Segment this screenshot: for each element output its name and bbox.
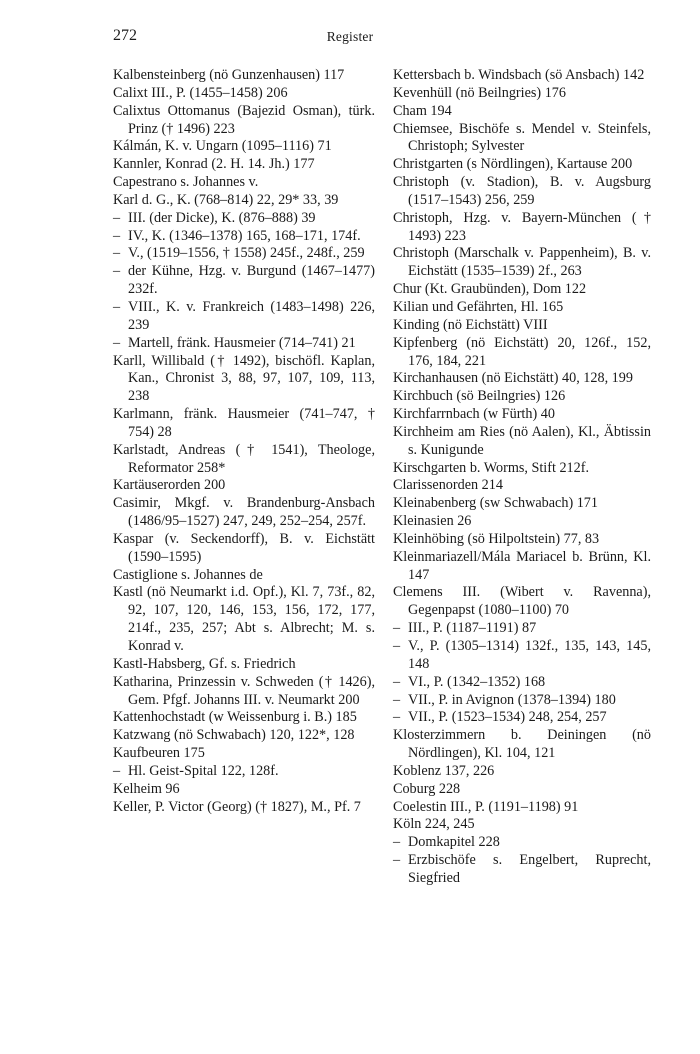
index-entry: Kastl (nö Neumarkt i.d. Opf.), Kl. 7, 73f., 82, 92, 107, 120, 146, 153, 156, 172, 177, 214f., 235, 257; Abt s. Albrecht; M. s. Konrad v. xyxy=(113,584,375,654)
index-subentry: – Hl. Geist-Spital 122, 128f. xyxy=(113,763,375,781)
index-entry: Karl d. G., K. (768–814) 22, 29* 33, 39 xyxy=(113,191,339,208)
index-entry: Christoph, Hzg. v. Bayern-München († 1493) 223 xyxy=(393,209,651,244)
index-entry: Chiemsee, Bischöfe s. Mendel v. Steinfels, Christoph; Sylvester xyxy=(393,120,651,155)
index-entry: Kleinhöbing (sö Hilpoltstein) 77, 83 xyxy=(393,530,600,547)
index-subentry: – VIII., K. v. Frankreich (1483–1498) 226, 239 xyxy=(113,299,375,335)
index-subentry: – VII., P. in Avignon (1378–1394) 180 xyxy=(393,692,651,710)
index-subentry: – der Kühne, Hzg. v. Burgund (1467–1477) 232f. xyxy=(113,263,375,299)
index-entry: Calixt III., P. (1455–1458) 206 xyxy=(113,84,288,101)
index-column-left xyxy=(113,67,375,816)
index-entry: Coelestin III., P. (1191–1198) 91 xyxy=(393,798,579,815)
index-subentry: – Martell, fränk. Hausmeier (714–741) 21 xyxy=(113,335,375,353)
index-entry: Katharina, Prinzessin v. Schweden († 1426), Gem. Pfgf. Johanns III. v. Neumarkt 200 xyxy=(113,673,375,708)
index-entry: Kaspar (v. Seckendorff), B. v. Eichstätt (1590–1595) xyxy=(113,530,375,565)
index-entry: Chur (Kt. Graubünden), Dom 122 xyxy=(393,281,587,298)
running-head: Register xyxy=(326,29,374,44)
index-entry: Kastl-Habsberg, Gf. s. Friedrich xyxy=(113,655,296,672)
index-entry: Kaufbeuren 175 xyxy=(113,745,205,762)
index-entry: Kleinmariazell/Mála Mariacel b. Brünn, Kl. 147 xyxy=(393,548,651,583)
index-entry: Kálmán, K. v. Ungarn (1095–1116) 71 xyxy=(113,138,332,155)
index-entry: Calixtus Ottomanus (Bajezid Osman), türk. Prinz († 1496) 223 xyxy=(113,102,375,137)
index-entry: Castiglione s. Johannes de xyxy=(113,566,263,583)
index-subentry: – Domkapitel 228 xyxy=(393,834,651,852)
index-entry: Kartäuserorden 200 xyxy=(113,477,226,494)
index-entry: Karlstadt, Andreas († 1541), Theologe, Reformator 258* xyxy=(113,441,375,476)
index-entry: Kirchheim am Ries (nö Aalen), Kl., Äbtissin s. Kunigunde xyxy=(393,423,651,458)
index-entry: Keller, P. Victor (Georg) († 1827), M., Pf. 7 xyxy=(113,798,361,815)
index-entry: Coburg 228 xyxy=(393,780,461,797)
index-entry: Kleinasien 26 xyxy=(393,513,472,530)
index-entry: Kipfenberg (nö Eichstätt) 20, 126f., 152, 176, 184, 221 xyxy=(393,334,651,369)
index-entry: Casimir, Mkgf. v. Brandenburg-Ansbach (1486/95–1527) 247, 249, 252–254, 257f. xyxy=(113,495,375,530)
index-entry: Kannler, Konrad (2. H. 14. Jh.) 177 xyxy=(113,156,315,173)
index-entry: Clemens III. (Wibert v. Ravenna), Gegenpapst (1080–1100) 70 xyxy=(393,584,651,619)
index-entry: Kevenhüll (nö Beilngries) 176 xyxy=(393,84,566,101)
index-entry: Kleinabenberg (sw Schwabach) 171 xyxy=(393,495,598,512)
index-subentry: – VI., P. (1342–1352) 168 xyxy=(393,674,651,692)
index-entry: Kelheim 96 xyxy=(113,780,180,797)
index-entry: Kirchbuch (sö Beilngries) 126 xyxy=(393,388,566,405)
index-entry: Kinding (nö Eichstätt) VIII xyxy=(393,316,548,333)
index-entry: Clarissenorden 214 xyxy=(393,477,503,494)
index-entry: Kirschgarten b. Worms, Stift 212f. xyxy=(393,459,590,476)
index-entry: Kilian und Gefährten, Hl. 165 xyxy=(393,298,564,315)
index-entry: Christgarten (s Nördlingen), Kartause 200 xyxy=(393,156,633,173)
index-entry: Karll, Willibald († 1492), bischöfl. Kaplan, Kan., Chronist 3, 88, 97, 107, 109, 113, 238 xyxy=(113,352,375,405)
index-entry: Kalbensteinberg (nö Gunzenhausen) 117 xyxy=(113,67,345,83)
index-entry: Cham 194 xyxy=(393,102,452,119)
index-subentry: – VII., P. (1523–1534) 248, 254, 257 xyxy=(393,709,651,727)
index-subentry: – V., P. (1305–1314) 132f., 135, 143, 145, 148 xyxy=(393,638,651,674)
index-subentry: – III., P. (1187–1191) 87 xyxy=(393,620,651,638)
page-number: 272 xyxy=(113,27,137,44)
index-entry: Koblenz 137, 226 xyxy=(393,762,495,779)
index-entry: Katzwang (nö Schwabach) 120, 122*, 128 xyxy=(113,727,355,744)
index-entry: Klosterzimmern b. Deiningen (nö Nördlingen), Kl. 104, 121 xyxy=(393,727,651,762)
index-entry: Capestrano s. Johannes v. xyxy=(113,174,259,191)
index-entry: Kirchfarrnbach (w Fürth) 40 xyxy=(393,406,555,423)
index-entry: Kirchanhausen (nö Eichstätt) 40, 128, 199 xyxy=(393,370,633,387)
index-entry: Kattenhochstadt (w Weissenburg i. B.) 185 xyxy=(113,709,357,726)
index-entry: Christoph (Marschalk v. Pappenheim), B. v. Eichstätt (1535–1539) 2f., 263 xyxy=(393,245,651,280)
index-subentry: – III. (der Dicke), K. (876–888) 39 xyxy=(113,210,375,228)
index-column-right xyxy=(393,67,651,888)
index-entry: Kettersbach b. Windsbach (sö Ansbach) 142 xyxy=(393,67,645,83)
index-subentry: – IV., K. (1346–1378) 165, 168–171, 174f. xyxy=(113,228,375,246)
index-subentry: – V., (1519–1556, † 1558) 245f., 248f., 259 xyxy=(113,245,375,263)
index-entry: Köln 224, 245 xyxy=(393,816,475,833)
index-entry: Karlmann, fränk. Hausmeier (741–747, † 754) 28 xyxy=(113,406,375,440)
index-entry: Christoph (v. Stadion), B. v. Augsburg (1517–1543) 256, 259 xyxy=(393,174,651,208)
index-subentry: – Erzbischöfe s. Engelbert, Ruprecht, Siegfried xyxy=(393,852,651,888)
